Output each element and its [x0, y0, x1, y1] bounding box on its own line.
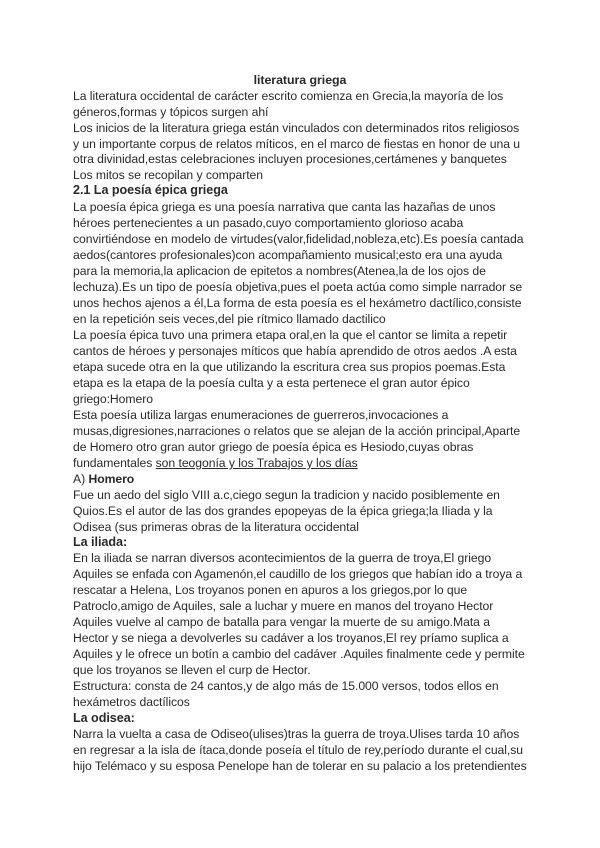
paragraph-line: rescatar a Helena, Los troyanos ponen en apuros a los griegos,por lo que [73, 583, 468, 597]
paragraph-line: griego:Homero [73, 392, 153, 406]
paragraph-line: Fue un aedo del siglo VIII a.c,ciego segun la tradicion y nacido posiblemente en [73, 488, 500, 502]
paragraph-line: Patroclo,amigo de Aquiles, sale a luchar y muere en manos del troyano Hector [73, 599, 494, 613]
intro-line: géneros,formas y tópicos surgen ahí [73, 105, 269, 119]
paragraph-line: Hector y se niega a devolverles su cadáver a los troyanos,El rey príamo suplica a [73, 631, 509, 645]
underlined-works-title: son teogonía y los Trabajos y los días [155, 456, 358, 470]
paragraph-line: La poesía épica griega es una poesía narrativa que canta las hazañas de unos [73, 200, 496, 214]
paragraph-line [73, 456, 358, 471]
subsection-name: Homero [88, 472, 135, 486]
paragraph-line: hexámetros dactílicos [73, 695, 190, 709]
paragraph-line: En la iliada se narran diversos acontecimientos de la guerra de troya,El griego [73, 551, 492, 565]
paragraph-line: hijo Telémaco y su esposa Penelope han de tolerar en su palacio a los pretendientes [73, 759, 527, 773]
paragraph-line: etapa es la etapa de la poesía culta y a esta pertenece el gran autor épico [73, 376, 470, 390]
paragraph-line: cantos de héroes y personajes míticos que había aprendido de otros aedos .A esta [73, 344, 517, 358]
paragraph-line: lechuza).Es un tipo de poesía objetiva,pues el poeta actúa como simple narrador se [73, 280, 523, 294]
paragraph-line: etapa sucede otra en la que utilizando la escritura crea sus propios poemas.Esta [73, 360, 506, 374]
paragraph-line: Aquiles se enfada con Agamenón,el caudillo de los griegos que habían ido a troya a [73, 567, 523, 581]
intro-line: y un importante corpus de relatos míticos, en el marco de fiestas en honor de una u [73, 137, 521, 151]
intro-line: Los mitos se recopilan y comparten [73, 168, 264, 182]
subsection-heading [73, 472, 134, 487]
paragraph-line: Aquiles vuelve al campo de batalla para vengar la muerte de su amigo.Mata a [73, 615, 490, 629]
paragraph-line: Narra la vuelta a casa de Odiseo(ulises)tras la guerra de troya.Ulises tarda 10 años [73, 727, 520, 741]
intro-line: otra divinidad,estas celebraciones incluyen procesiones,certámenes y banquetes [73, 152, 507, 166]
paragraph-line: en la repetición seis veces,del pie rítmico llamado dactilico [73, 312, 386, 326]
paragraph-line: que los troyanos se lleven el curp de Hector. [73, 663, 311, 677]
paragraph-line: de Homero otro gran autor griego de poesía épica es Hesiodo,cuyas obras [73, 440, 474, 454]
intro-line: La literatura occidental de carácter escrito comienza en Grecia,la mayoría de los [73, 89, 504, 103]
paragraph-line: unos hechos ajenos a él,La forma de esta poesía es el hexámetro dactílico,consiste [73, 296, 522, 310]
intro-line: Los inicios de la literatura griega están vinculados con determinados ritos religiosos [73, 121, 520, 135]
subsection-prefix: A) [73, 472, 89, 486]
paragraph-line: aedos(cantores profesionales)con acompañamiento musical;esto era una ayuda [73, 248, 503, 262]
paragraph-text: fundamentales [73, 456, 156, 470]
paragraph-line: Esta poesía utiliza largas enumeraciones de guerreros,invocaciones a [73, 408, 449, 422]
paragraph-line: para la memoria,la aplicacion de epitetos a nombres(Atenea,la de los ojos de [73, 264, 486, 278]
paragraph-line: Aquiles y le ofrece un botín a cambio del cadáver .Aquiles finalmente cede y permite [73, 647, 525, 661]
paragraph-line: en regresar a la isla de ítaca,donde poseía el título de rey,período durante el cual,su [73, 743, 524, 757]
paragraph-line: musas,digresiones,narraciones o relatos que se alejan de la acción principal,Aparte [73, 424, 521, 438]
section-heading: 2.1 La poesía épica griega [73, 183, 228, 197]
odisea-heading: La odisea: [73, 711, 135, 725]
document-title: literatura griega [253, 73, 347, 87]
iliada-heading: La iliada: [73, 535, 128, 549]
paragraph-line: Quios.Es el autor de las dos grandes epopeyas de la épica griega;la Iliada y la [73, 504, 493, 518]
paragraph-line: Estructura: consta de 24 cantos,y de algo más de 15.000 versos, todos ellos en [73, 679, 499, 693]
paragraph-line: La poesía épica tuvo una primera etapa oral,en la que el cantor se limita a repetir [73, 328, 508, 342]
paragraph-line: Odisea (sus primeras obras de la literatura occidental [73, 520, 359, 534]
paragraph-line: héroes pertenecientes a un pasado,cuyo comportamiento glorioso acaba [73, 216, 464, 230]
paragraph-line: convirtiéndose en modelo de virtudes(valor,fidelidad,nobleza,etc).Es poesía cantada [73, 232, 524, 246]
